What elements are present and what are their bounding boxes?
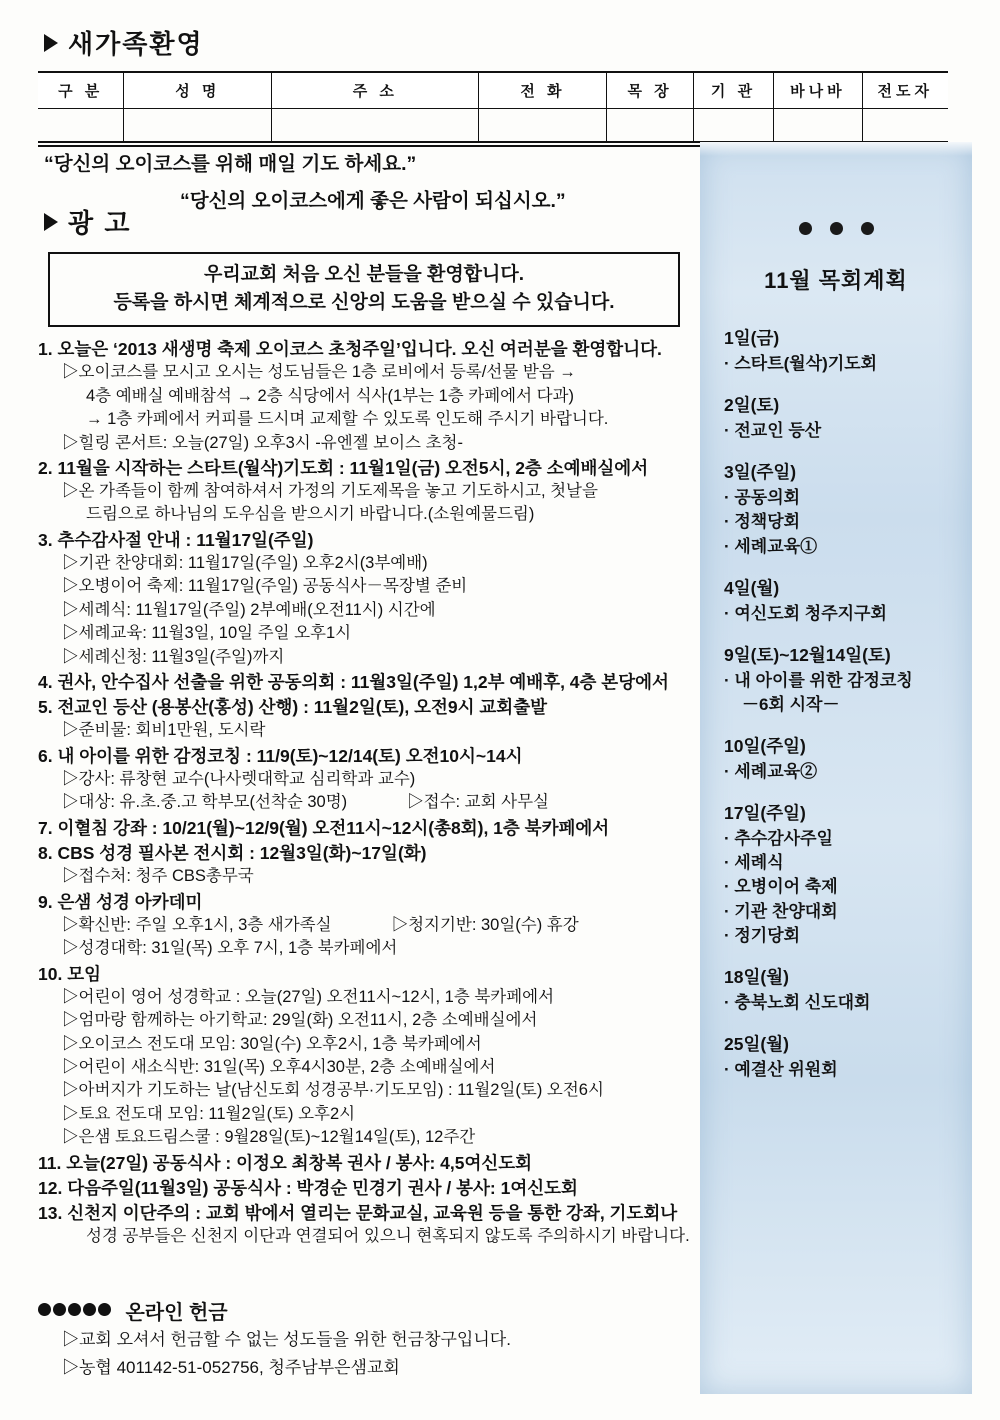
schedule-group <box>724 964 962 1015</box>
announcement-detail: ▷대상: 유.초.중.고 학부모(선착순 30명) <box>62 793 348 812</box>
announcement-detail: ▷오이코스를 모시고 오시는 성도님들은 1층 로비에서 등록/선물 받음 → <box>62 363 576 382</box>
schedule-date: 17일(주일) <box>724 803 806 824</box>
table-cell <box>124 109 272 143</box>
announcement-detail: ▷어린이 영어 성경학교 : 오늘(27일) 오전11시~12시, 1층 북카페에서 <box>62 987 555 1006</box>
announcement-list <box>38 337 708 1248</box>
announcement-detail: ▷준비물: 회비1만원, 도시락 <box>62 721 266 740</box>
column-header: 전 화 <box>479 72 607 109</box>
schedule-event: · 세례교육① <box>724 536 818 556</box>
announcement-detail: ▷토요 전도대 모임: 11월2일(토) 오후2시 <box>62 1104 356 1123</box>
announcement-detail: ▷강사: 류창현 교수(나사렛대학교 심리학과 교수) <box>62 770 416 788</box>
column-header: 목 장 <box>607 72 693 109</box>
triangle-bullet-icon <box>44 213 58 231</box>
announcement-title: 11. 오늘(27일) 공동식사 : 이정오 최창복 권사 / 봉사: 4,5여신도회 <box>38 1152 533 1173</box>
list-item <box>38 744 708 815</box>
column-header: 성 명 <box>124 72 272 109</box>
column-header: 주 소 <box>272 72 479 109</box>
list-item <box>38 1201 708 1249</box>
announcement-detail: → 1층 카페에서 커피를 드시며 교제할 수 있도록 인도해 주시기 바랍니다. <box>86 410 609 429</box>
announcements-section <box>38 203 708 1249</box>
announcement-detail: 성경 공부들은 신천지 이단과 연결되어 있으니 현혹되지 않도록 주의하시기 바랍니다. <box>86 1227 690 1246</box>
announcements-heading <box>38 203 708 240</box>
announcement-detail: ▷세례신청: 11월3일(주일)까지 <box>62 647 285 666</box>
announcement-title: 6. 내 아이를 위한 감정코칭 : 11/9(토)~12/14(토) 오전10시~14시 <box>38 745 523 766</box>
schedule-event: · 예결산 위원회 <box>724 1059 838 1079</box>
schedule-group <box>724 459 962 558</box>
list-item <box>38 337 708 455</box>
online-offering-line: ▷농협 401142-51-052756, 청주남부은샘교회 <box>62 1357 400 1377</box>
schedule-date: 1일(금) <box>724 328 780 348</box>
announcement-title: 3. 추수감사절 안내 : 11월17일(주일) <box>38 529 314 550</box>
announcement-detail: ▷어린이 새소식반: 31일(목) 오후4시30분, 2층 소예배실에서 <box>62 1057 496 1076</box>
schedule-event: · 내 아이를 위한 감정코칭 <box>724 670 913 690</box>
schedule-date: 3일(주일) <box>724 462 797 483</box>
announcement-detail: ▷접수: 교회 사무실 <box>407 793 549 812</box>
list-item <box>38 890 708 961</box>
schedule-group <box>724 733 962 784</box>
schedule-event: · 오병이어 축제 <box>724 877 838 897</box>
announcement-detail-row <box>38 914 708 937</box>
announcement-detail: ▷아버지가 기도하는 날(남신도회 성경공부·기도모임) : 11월2일(토) 오전6시 <box>62 1081 604 1100</box>
schedule-group <box>724 1031 962 1082</box>
list-item <box>38 528 708 669</box>
list-item <box>38 695 708 743</box>
announcement-detail: 4층 예배실 예배참석 → 2층 식당에서 식사(1부는 1층 카페에서 다과) <box>86 386 574 405</box>
notice-line: 등록을 하시면 체계적으로 신앙의 도움을 받으실 수 있습니다. <box>113 291 615 313</box>
online-offering-section <box>38 1296 708 1380</box>
announcement-title: 4. 권사, 안수집사 선출을 위한 공동의회 : 11월3일(주일) 1,2부 예배후, 4층 본당에서 <box>38 672 669 693</box>
announcement-detail: ▷성경대학: 31일(목) 오후 7시, 1층 북카페에서 <box>62 939 398 958</box>
column-header: 바나바 <box>774 72 862 109</box>
table-cell <box>693 109 773 143</box>
announcement-detail: ▷세례식: 11월17일(주일) 2부예배(오전11시) 시간에 <box>62 600 436 619</box>
schedule-event: · 충북노회 신도대회 <box>724 992 871 1012</box>
quote-line-2: “당신의 오이코스에게 좋은 사람이 되십시오.” <box>180 190 566 212</box>
list-item <box>38 1151 708 1175</box>
triangle-bullet-icon <box>44 34 58 52</box>
schedule-event: －6회 시작－ <box>742 694 840 714</box>
online-offering-line: ▷교회 오셔서 헌금할 수 없는 성도들을 위한 헌금창구입니다. <box>62 1330 511 1349</box>
schedule-date: 2일(토) <box>724 395 780 416</box>
announcements-title: 광 고 <box>68 208 132 238</box>
schedule-group <box>724 392 962 443</box>
dot-separator-icon <box>700 222 972 240</box>
schedule-event: · 기관 찬양대회 <box>724 901 838 921</box>
announcement-title: 2. 11월을 시작하는 스타트(월삭)기도회 : 11월1일(금) 오전5시, 2층 소예배실에서 <box>38 457 649 478</box>
announcement-detail: ▷접수처: 청주 CBS총무국 <box>62 867 254 886</box>
announcement-title: 7. 이혈침 강좌 : 10/21(월)~12/9(월) 오전11시~12시(총8회), 1층 북카페에서 <box>38 817 610 838</box>
schedule-date: 9일(토)~12월14일(토) <box>724 644 891 665</box>
dot-bullets-icon <box>38 1300 113 1322</box>
announcement-detail: 드림으로 하나님의 도우심을 받으시기 바랍니다.(소원예물드림) <box>86 505 535 524</box>
announcement-detail: ▷세례교육: 11월3일, 10일 주일 오후1시 <box>62 624 352 643</box>
schedule-event: · 정기당회 <box>724 925 801 945</box>
schedule-list <box>700 325 972 1082</box>
column-header: 기 관 <box>693 72 773 109</box>
schedule-event: · 정책당회 <box>724 512 801 532</box>
schedule-group <box>724 575 962 626</box>
schedule-group <box>724 800 962 948</box>
quote-line-1: “당신의 오이코스를 위해 매일 기도 하세요.” <box>44 153 417 175</box>
schedule-date: 4일(월) <box>724 577 780 598</box>
column-header: 전도자 <box>862 72 948 109</box>
list-item <box>38 456 708 527</box>
new-family-table <box>38 71 948 143</box>
announcement-detail: ▷기관 찬양대회: 11월17일(주일) 오후2시(3부예배) <box>62 554 428 573</box>
announcement-detail: ▷은샘 토요드림스쿨 : 9월28일(토)~12월14일(토), 12주간 <box>62 1128 476 1147</box>
announcement-title: 13. 신천지 이단주의 : 교회 밖에서 열리는 문화교실, 교육원 등을 통한 강좌, 기도회나 <box>38 1202 678 1223</box>
announcement-detail: ▷오이코스 전도대 모임: 30일(수) 오후2시, 1층 북카페에서 <box>62 1034 482 1053</box>
column-header: 구 분 <box>38 72 124 109</box>
announcement-title: 1. 오늘은 ‘2013 새생명 축제 오이코스 초청주일’입니다. 오신 여러분을 환영합니다. <box>38 339 662 360</box>
table-header-row <box>38 72 948 109</box>
schedule-date: 25일(월) <box>724 1033 789 1054</box>
notice-line: 우리교회 처음 오신 분들을 환영합니다. <box>203 264 525 285</box>
welcome-notice-box <box>48 252 680 327</box>
announcement-detail: ▷확신반: 주일 오후1시, 3층 새가족실 <box>62 915 332 934</box>
list-item <box>38 670 708 694</box>
schedule-group <box>724 325 962 376</box>
table-cell <box>774 109 862 143</box>
schedule-event: · 전교인 등산 <box>724 421 822 441</box>
new-family-section <box>38 24 948 147</box>
schedule-event: · 공동의회 <box>724 488 801 508</box>
table-cell <box>38 109 124 143</box>
table-row <box>38 109 948 143</box>
list-item <box>38 841 708 889</box>
list-item <box>38 1176 708 1200</box>
schedule-event: · 여신도회 청주지구회 <box>724 603 887 623</box>
monthly-schedule-panel <box>700 142 972 1394</box>
announcement-title: 8. CBS 성경 필사본 전시회 : 12월3일(화)~17일(화) <box>38 842 427 863</box>
schedule-event: · 스타트(월삭)기도회 <box>724 354 878 373</box>
announcement-title: 12. 다음주일(11월3일) 공동식사 : 박경순 민경기 권사 / 봉사: 1여신도회 <box>38 1177 578 1198</box>
announcement-detail: ▷엄마랑 함께하는 아기학교: 29일(화) 오전11시, 2층 소예배실에서 <box>62 1011 538 1030</box>
schedule-title: 11월 목회계획 <box>764 268 908 293</box>
announcement-detail: ▷힐링 콘서트: 오늘(27일) 오후3시 -유엔젤 보이스 초청- <box>62 433 463 452</box>
online-offering-heading <box>38 1296 708 1325</box>
new-family-heading <box>38 24 948 61</box>
schedule-date: 18일(월) <box>724 966 789 987</box>
announcement-detail: ▷청지기반: 30일(수) 휴강 <box>391 915 579 934</box>
table-cell <box>272 109 479 143</box>
schedule-event: · 추수감사주일 <box>724 829 833 849</box>
announcement-detail: ▷오병이어 축제: 11월17일(주일) 공동식사－목장별 준비 <box>62 577 468 596</box>
announcement-title: 5. 전교인 등산 (용봉산(홍성) 산행) : 11월2일(토), 오전9시 교회출발 <box>38 697 548 718</box>
announcement-title: 9. 은샘 성경 아카데미 <box>38 891 203 912</box>
online-offering-title: 온라인 헌금 <box>125 1302 228 1324</box>
schedule-event: · 세례교육② <box>724 762 818 781</box>
announcement-title: 10. 모임 <box>38 963 101 984</box>
table-cell <box>862 109 948 143</box>
table-cell <box>479 109 607 143</box>
list-item <box>38 962 708 1150</box>
announcement-detail: ▷온 가족들이 함께 참여하셔서 가정의 기도제목을 놓고 기도하시고, 첫날을 <box>62 482 598 501</box>
schedule-date: 10일(주일) <box>724 736 806 756</box>
list-item <box>38 816 708 840</box>
table-cell <box>607 109 693 143</box>
schedule-event: · 세례식 <box>724 853 784 873</box>
new-family-title: 새가족환영 <box>68 29 204 59</box>
schedule-group <box>724 642 962 717</box>
announcement-detail-row <box>38 791 708 814</box>
